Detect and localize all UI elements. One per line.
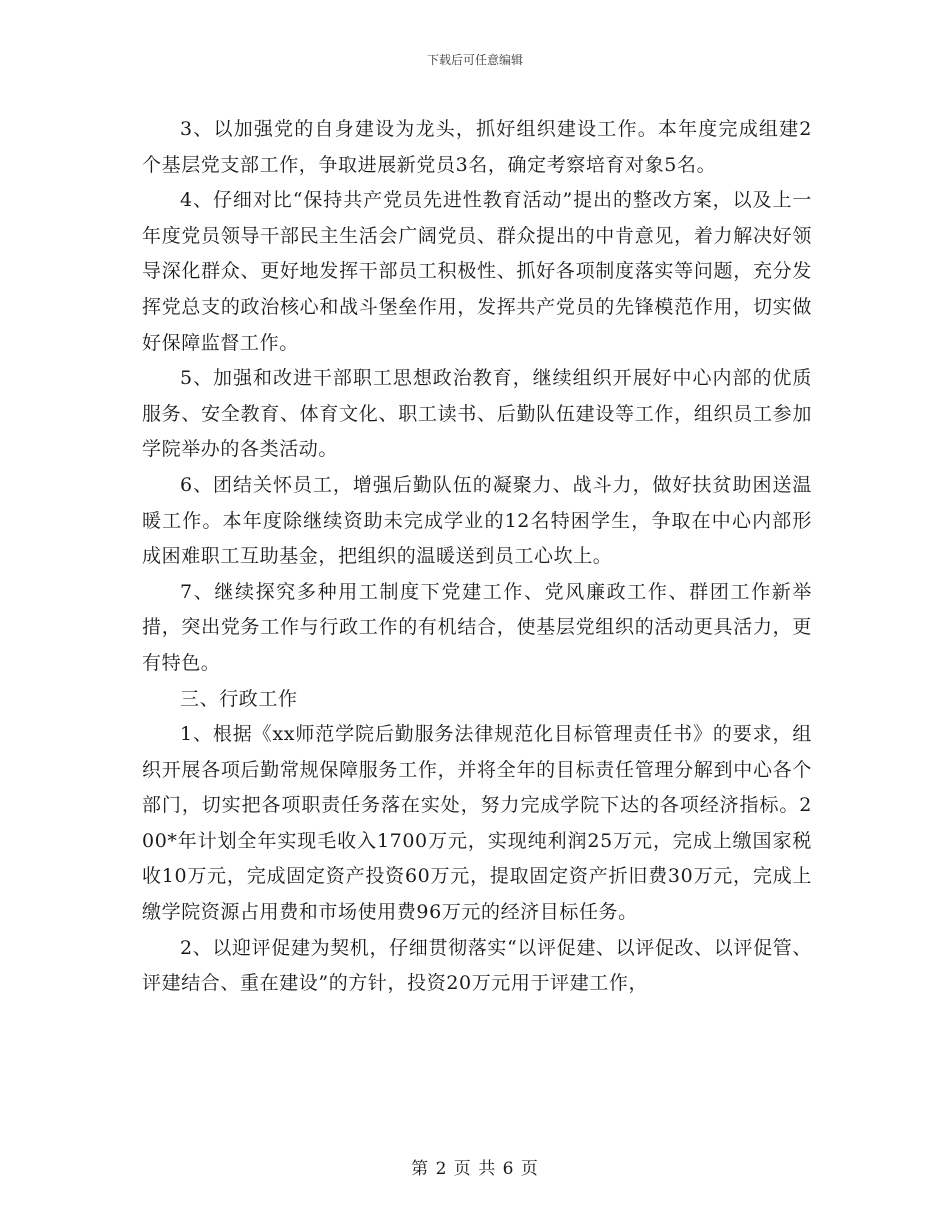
document-body bbox=[142, 112, 812, 1002]
section-heading-admin-work: 三、行政工作 bbox=[180, 687, 298, 710]
paragraph-item-3: 3、以加强党的自身建设为龙头，抓好组织建设工作。本年度完成组建2个基层党支部工作，争取进展新党员3名，确定考察培育对象5名。 bbox=[142, 118, 812, 176]
paragraph-item-5: 5、加强和改进干部职工思想政治教育，继续组织开展好中心内部的优质服务、安全教育、体育文化、职工读书、后勤队伍建设等工作，组织员工参加学院举办的各类活动。 bbox=[142, 367, 812, 461]
page-number-footer: 第 2 页 共 6 页 bbox=[411, 1159, 539, 1179]
paragraph-item-7: 7、继续探究多种用工制度下党建工作、党风廉政工作、群团工作新举措，突出党务工作与行政工作的有机结合，使基层党组织的活动更具活力，更有特色。 bbox=[142, 580, 812, 674]
paragraph-admin-1: 1、根据《xx师范学院后勤服务法律规范化目标管理责任书》的要求，组织开展各项后勤常规保障服务工作，并将全年的目标责任管理分解到中心各个部门，切实把各项职责任务落在实处，努力完成学院下达的各项经济指标。200*年计划全年实现毛收入1700万元，实现纯利润25万元，完成上缴国家税收10万元，完成固定资产投资60万元，提取固定资产折旧费30万元，完成上缴学院资源占用费和市场使用费96万元的经济目标任务。 bbox=[142, 723, 812, 924]
paragraph-item-6: 6、团结关怀员工，增强后勤队伍的凝聚力、战斗力，做好扶贫助困送温暖工作。本年度除继续资助未完成学业的12名特困学生，争取在中心内部形成困难职工互助基金，把组织的温暖送到员工心坎上。 bbox=[142, 473, 812, 568]
paragraph-item-4: 4、仔细对比“保持共产党员先进性教育活动”提出的整改方案，以及上一年度党员领导干部民主生活会广阔党员、群众提出的中肯意见，着力解决好领导深化群众、更好地发挥干部员工积极性、抓好各项制度落实等问题，充分发挥党总支的政治核心和战斗堡垒作用，发挥共产党员的先锋模范作用，切实做好保障监督工作。 bbox=[142, 189, 812, 354]
paragraph-admin-2: 2、以迎评促建为契机，仔细贯彻落实“以评促建、以评促改、以评促管、评建结合、重在建设”的方针，投资20万元用于评建工作， bbox=[142, 936, 812, 995]
page-header-note: 下载后可任意编辑 bbox=[426, 53, 523, 67]
